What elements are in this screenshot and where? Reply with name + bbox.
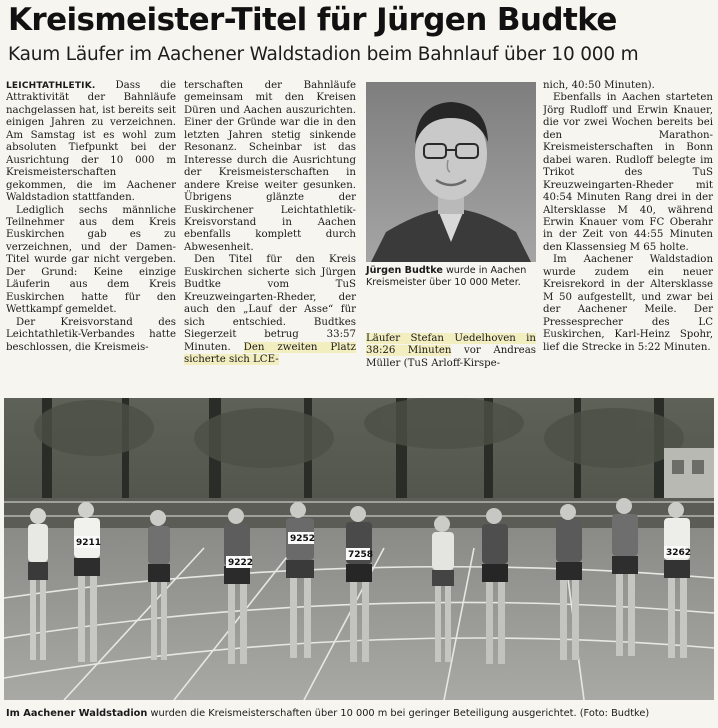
article-column-4	[543, 80, 713, 380]
paragraph: nich, 40:50 Minuten).	[543, 80, 655, 91]
highlighted-text: Den zweiten Platz sicherte sich LCE-	[184, 341, 356, 365]
article-column-3	[366, 333, 536, 383]
paragraph	[184, 254, 356, 366]
paragraph	[366, 333, 536, 370]
bib-number: 3262	[666, 548, 692, 558]
dateline: LEICHTATHLETIK.	[6, 81, 96, 91]
paragraph-text: Den Titel für den Kreis Euskirchen sicherte sich Jürgen Budtke vom TuS Kreuzweingarten-Rheder, der auch den „Lauf der Asse“ für sich entschied. Budtkes Siegerzeit betrug 33:57 Minuten.	[184, 254, 356, 353]
highlighted-text: Läufer Stefan Uedelhoven in 38:26 Minuten	[366, 333, 536, 357]
article-column-2	[184, 80, 356, 380]
photo-caption-location: Im Aachener Waldstadion	[6, 708, 148, 719]
bib-number: 9222	[228, 558, 254, 568]
paragraph-text: Dass die Attraktivität der Bahnläufe nachgelassen hat, ist bereits seit einigen Jahren zu verzeichnen. Am Samstag ist es wohl zum absoluten Tiefpunkt bei der Ausrichtung der 10 000 m Kreismeisterschaften gekommen, die im Aachener Waldstadion stattfanden.	[6, 80, 176, 204]
paragraph: Der Kreisvorstand des Leichtathletik-Verbandes hatte beschlossen, die Kreismeis-	[6, 316, 176, 353]
paragraph: Ebenfalls in Aachen starteten Jörg Rudloff und Erwin Knauer, die vor zwei Wochen bereits bei den Marathon-Kreismeisterschaften in Bonn dabei waren. Rudloff belegte im Trikot des TuS Kreuzweingarten-Rheder mit 40:54 Minuten Rang drei in der Altersklasse M 40, während Erwin Knauer vom FC Oberahr in der Zeit von 44:55 Minuten den Klassensieg M 65 holte.	[543, 92, 713, 253]
paragraph: terschaften der Bahnläufe gemeinsam mit den Kreisen Düren und Aachen auszurichten. Einer der Gründe war die in den letzten Jahren stetig sinkende Resonanz. Scheinbar ist das Interesse durch die Ausrichtung der Kreismeisterschaften in andere Kreise weiter gesunken. Übrigens glänzte der Euskirchener Leichtathletik-Kreisvorstand in Aachen ebenfalls komplett durch Abwesenheit.	[184, 80, 356, 253]
paragraph: Im Aachener Waldstadion wurde zudem ein neuer Kreisrekord in der Altersklasse M 50 aufgestellt, und zwar bei der Aachener Meile. Der Pressesprecher des LC Euskirchen, Karl-Heinz Spohr, lief die Strecke in 5:22 Minuten.	[543, 254, 713, 353]
paragraph-text: vor Andreas Müller (TuS Arloff-Kirspe-	[366, 345, 536, 369]
bib-number: 9211	[76, 538, 102, 548]
photo-caption-text: wurden die Kreismeisterschaften über 10 000 m bei geringer Beteiligung ausgerichtet. (Foto: Budtke)	[147, 708, 650, 719]
portrait-caption	[366, 265, 536, 289]
portrait-caption-name: Jürgen Budtke	[366, 265, 443, 276]
headline: Kreismeister-Titel für Jürgen Budtke	[8, 2, 617, 38]
paragraph: Lediglich sechs männliche Teilnehmer aus dem Kreis Euskirchen gab es zu verzeichnen, und der Damen-Titel wurde gar nicht vergeben. Der Grund: Keine einzige Läuferin aus dem Kreis Euskirchen hatte für den Wettkampf gemeldet.	[6, 204, 176, 316]
bib-number: 7258	[348, 550, 374, 560]
race-start-photo	[4, 398, 714, 700]
bib-number: 9252	[290, 534, 316, 544]
article-column-1	[6, 80, 176, 380]
subheadline: Kaum Läufer im Aachener Waldstadion beim Bahnlauf über 10 000 m	[8, 44, 639, 65]
photo-caption	[6, 708, 714, 719]
paragraph	[6, 80, 176, 205]
portrait-photo	[366, 82, 536, 262]
portrait-caption-text: wurde in Aachen Kreismeister über 10 000 Meter.	[366, 265, 527, 288]
